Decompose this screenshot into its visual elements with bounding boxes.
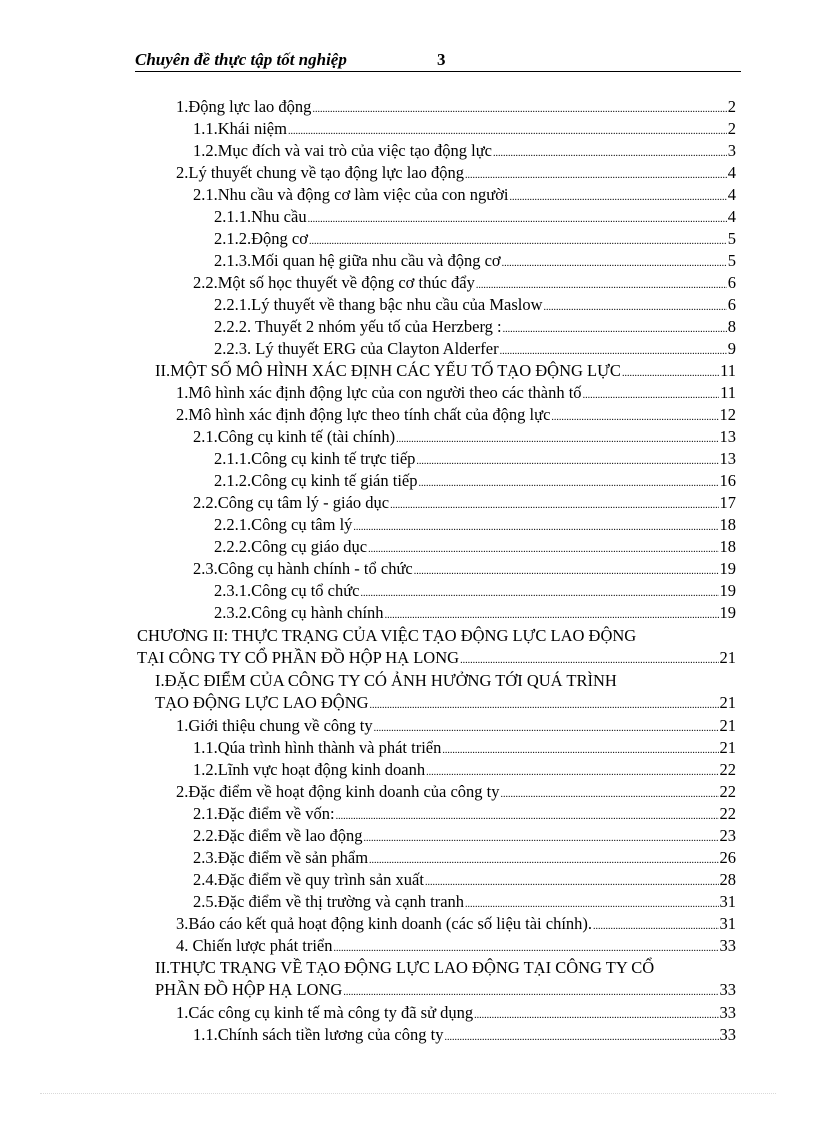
toc-leader: [510, 188, 727, 208]
toc-leader: [544, 298, 727, 318]
toc-entry-page: 31: [719, 914, 736, 933]
toc-entry-page: 33: [719, 980, 736, 999]
toc-entry[interactable]: [155, 693, 736, 713]
toc-entry-text: 2.2.2.Công cụ giáo dục: [214, 537, 368, 556]
toc-entry-page: 22: [719, 782, 736, 801]
toc-entry-page: 22: [719, 760, 736, 779]
toc-entry-text: 2.1.1.Nhu cầu: [214, 207, 307, 226]
toc-entry-text: 2.2.1.Công cụ tâm lý: [214, 515, 353, 534]
toc-entry-text: 2.3.Đặc điểm về sản phẩm: [193, 848, 369, 867]
toc-entry-page: 9: [727, 339, 736, 358]
toc-entry-page: 13: [719, 449, 736, 468]
toc-entry-text: 1.1.Qúa trình hình thành và phát triển: [193, 738, 442, 757]
toc-leader: [502, 254, 727, 274]
toc-entry-text: 2.1.2.Động cơ: [214, 229, 308, 248]
toc-leader: [309, 232, 727, 252]
toc-entry[interactable]: [193, 848, 736, 868]
toc-entry-page: 21: [719, 738, 736, 757]
toc-leader: [368, 540, 718, 560]
toc-entry-text: 2.Đặc điểm về hoạt động kinh doanh của công ty: [176, 782, 500, 801]
toc-leader: [465, 166, 727, 186]
toc-entry-text: 2.1.2.Công cụ kinh tế gián tiếp: [214, 471, 418, 490]
toc-entry-text: 2.2.Công cụ tâm lý - giáo dục: [193, 493, 390, 512]
toc-leader: [583, 386, 720, 406]
toc-entry-page: 2: [727, 97, 736, 116]
toc-leader: [364, 829, 719, 849]
toc-entry[interactable]: [214, 581, 736, 601]
toc-entry[interactable]: [214, 295, 736, 315]
toc-entry[interactable]: [214, 317, 736, 337]
toc-entry[interactable]: [193, 826, 736, 846]
page-header: [135, 49, 741, 72]
toc-entry-page: 5: [727, 251, 736, 270]
toc-entry-text: 2.3.2.Công cụ hành chính: [214, 603, 384, 622]
toc-entry-text: 1.1.Chính sách tiền lương của công ty: [193, 1025, 444, 1044]
toc-leader: [288, 122, 727, 142]
toc-leader: [370, 696, 719, 716]
toc-entry-page: 12: [719, 405, 736, 424]
toc-leader: [369, 851, 718, 871]
toc-entry-text: 2.1.Đặc điểm về vốn:: [193, 804, 335, 823]
toc-entry-page: 16: [719, 471, 736, 490]
toc-entry[interactable]: [193, 185, 736, 205]
toc-entry-text: 2.1.3.Mối quan hệ giữa nhu cầu và động cơ: [214, 251, 501, 270]
toc-entry-page: 11: [720, 361, 736, 380]
toc-entry[interactable]: [193, 870, 736, 890]
header-title: Chuyên đề thực tập tốt nghiệp: [135, 50, 347, 69]
toc-entry-text: 1.Giới thiệu chung về công ty: [176, 716, 373, 735]
toc-section-heading[interactable]: II.THỰC TRẠNG VỀ TẠO ĐỘNG LỰC LAO ĐỘNG TẠI CÔNG TY CỔ: [155, 958, 655, 977]
toc-leader: [312, 100, 726, 120]
toc-entry-page: 19: [719, 581, 736, 600]
toc-entry-text: 2.3.1.Công cụ tổ chức: [214, 581, 360, 600]
toc-entry[interactable]: [176, 914, 736, 934]
toc-leader: [501, 785, 719, 805]
toc-entry-page: 3: [727, 141, 736, 160]
toc-entry-page: 6: [727, 295, 736, 314]
toc-entry-text: 1.1.Khái niệm: [193, 119, 287, 138]
toc-entry[interactable]: [214, 229, 736, 249]
toc-entry[interactable]: [193, 738, 736, 758]
toc-entry[interactable]: [214, 339, 736, 359]
toc-entry[interactable]: [193, 760, 736, 780]
toc-entry-page: 33: [719, 936, 736, 955]
toc-entry[interactable]: [176, 782, 736, 802]
toc-entry-text: II.MỘT SỐ MÔ HÌNH XÁC ĐỊNH CÁC YẾU TỐ TẠO ĐỘNG LỰC: [155, 361, 621, 380]
toc-entry[interactable]: [155, 361, 736, 381]
toc-entry[interactable]: [214, 449, 736, 469]
toc-entry-page: 26: [719, 848, 736, 867]
toc-entry-page: 31: [719, 892, 736, 911]
toc-entry[interactable]: [193, 804, 736, 824]
toc-leader: [416, 452, 718, 472]
toc-entry[interactable]: [193, 427, 736, 447]
toc-entry-page: 11: [720, 383, 736, 402]
toc-leader: [418, 474, 718, 494]
toc-entry-text: 2.2.2. Thuyết 2 nhóm yếu tố của Herzberg :: [214, 317, 502, 336]
toc-entry-page: 19: [719, 603, 736, 622]
toc-entry-page: 33: [719, 1003, 736, 1022]
toc-leader: [414, 562, 719, 582]
toc-leader: [425, 873, 719, 893]
toc-entry-text: 1.2.Lĩnh vực hoạt động kinh doanh: [193, 760, 426, 779]
toc-entry-page: 13: [719, 427, 736, 446]
toc-leader: [353, 518, 718, 538]
toc-entry-page: 19: [719, 559, 736, 578]
toc-leader: [503, 320, 727, 340]
toc-entry-page: 4: [727, 207, 736, 226]
toc-entry-page: 18: [719, 537, 736, 556]
toc-entry[interactable]: [176, 936, 736, 956]
toc-entry-page: 6: [727, 273, 736, 292]
toc-entry[interactable]: [214, 603, 736, 623]
toc-entry-text: 2.4.Đặc điểm về quy trình sản xuất: [193, 870, 424, 889]
toc-entry-text: 2.5.Đặc điểm về thị trường và cạnh tranh: [193, 892, 465, 911]
toc-entry-text: 2.3.Công cụ hành chính - tổ chức: [193, 559, 413, 578]
toc-entry[interactable]: [176, 97, 736, 117]
toc-entry-text: 3.Báo cáo kết quả hoạt động kinh doanh (các số liệu tài chính).: [176, 914, 593, 933]
toc-chapter-heading[interactable]: CHƯƠNG II: THỰC TRẠNG CỦA VIỆC TẠO ĐỘNG LỰC LAO ĐỘNG: [137, 626, 637, 645]
toc-entry-text: 1.Động lực lao động: [176, 97, 312, 116]
toc-entry-text: 4. Chiến lược phát triển: [176, 936, 333, 955]
toc-leader: [444, 1028, 718, 1048]
toc-entry-text: 2.2.3. Lý thuyết ERG của Clayton Alderfer: [214, 339, 499, 358]
page-bottom-divider: [40, 1093, 776, 1094]
toc-leader: [308, 210, 727, 230]
toc-section-heading[interactable]: I.ĐẶC ĐIỂM CỦA CÔNG TY CÓ ẢNH HƯỞNG TỚI QUÁ TRÌNH: [155, 671, 617, 690]
toc-entry-page: 4: [727, 185, 736, 204]
toc-leader: [465, 895, 718, 915]
toc-leader: [493, 144, 727, 164]
toc-entry[interactable]: [214, 207, 736, 227]
toc-leader: [390, 496, 718, 516]
toc-entry-page: 17: [719, 493, 736, 512]
header-page-number: 3: [437, 50, 446, 69]
toc-entry-page: 23: [719, 826, 736, 845]
toc-leader: [551, 408, 718, 428]
toc-entry-text: PHẦN ĐỒ HỘP HẠ LONG: [155, 980, 343, 999]
toc-entry-text: TẠI CÔNG TY CỔ PHẦN ĐỒ HỘP HẠ LONG: [137, 648, 460, 667]
toc-entry-text: 2.Mô hình xác định động lực theo tính chất của động lực: [176, 405, 551, 424]
toc-entry[interactable]: [214, 537, 736, 557]
toc-entry[interactable]: [176, 163, 736, 183]
toc-leader: [442, 741, 718, 761]
toc-leader: [593, 917, 718, 937]
toc-entry-text: 2.Lý thuyết chung về tạo động lực lao động: [176, 163, 465, 182]
toc-entry-text: 2.1.Công cụ kinh tế (tài chính): [193, 427, 396, 446]
toc-leader: [476, 276, 727, 296]
toc-entry-text: 1.2.Mục đích và vai trò của việc tạo động lực: [193, 141, 492, 160]
toc-entry[interactable]: [193, 892, 736, 912]
toc-entry-page: 22: [719, 804, 736, 823]
toc-entry-page: 21: [719, 648, 736, 667]
toc-entry-text: 2.2.Đặc điểm về lao động: [193, 826, 363, 845]
toc-leader: [396, 430, 718, 450]
toc-entry-page: 18: [719, 515, 736, 534]
toc-entry[interactable]: [176, 716, 736, 736]
toc-entry-text: 2.1.Nhu cầu và động cơ làm việc của con người: [193, 185, 509, 204]
toc-entry-page: 5: [727, 229, 736, 248]
toc-entry[interactable]: [193, 141, 736, 161]
toc-entry[interactable]: [176, 405, 736, 425]
toc-entry[interactable]: [137, 648, 736, 668]
toc-entry[interactable]: [214, 471, 736, 491]
toc-entry-page: 21: [719, 693, 736, 712]
toc-entry[interactable]: [193, 493, 736, 513]
toc-entry[interactable]: [176, 383, 736, 403]
toc-entry[interactable]: [214, 515, 736, 535]
toc-entry-page: 8: [727, 317, 736, 336]
toc-leader: [334, 939, 719, 959]
toc-entry-text: 1.Mô hình xác định động lực của con người theo các thành tố: [176, 383, 582, 402]
toc-leader: [500, 342, 727, 362]
toc-leader: [474, 1006, 718, 1026]
toc-entry-text: TẠO ĐỘNG LỰC LAO ĐỘNG: [155, 693, 369, 712]
toc-leader: [343, 983, 718, 1003]
toc-entry[interactable]: [193, 119, 736, 139]
toc-entry[interactable]: [176, 1003, 736, 1023]
toc-entry-text: 1.Các công cụ kinh tế mà công ty đã sử dụng: [176, 1003, 474, 1022]
toc-leader: [622, 364, 719, 384]
toc-leader: [385, 606, 719, 626]
toc-leader: [361, 584, 719, 604]
toc-entry-text: 2.1.1.Công cụ kinh tế trực tiếp: [214, 449, 416, 468]
toc-leader: [336, 807, 719, 827]
toc-entry[interactable]: [155, 980, 736, 1000]
toc-entry[interactable]: [193, 273, 736, 293]
toc-entry[interactable]: [193, 559, 736, 579]
toc-entry[interactable]: [193, 1025, 736, 1045]
toc-entry-text: 2.2.1.Lý thuyết về thang bậc nhu cầu của Maslow: [214, 295, 543, 314]
toc-leader: [426, 763, 718, 783]
toc-entry-page: 21: [719, 716, 736, 735]
toc-entry-page: 4: [727, 163, 736, 182]
toc-entry[interactable]: [214, 251, 736, 271]
toc-entry-page: 2: [727, 119, 736, 138]
toc-entry-page: 28: [719, 870, 736, 889]
toc-leader: [374, 719, 719, 739]
toc-leader: [460, 651, 718, 671]
toc-entry-page: 33: [719, 1025, 736, 1044]
toc-entry-text: 2.2.Một số học thuyết về động cơ thúc đẩy: [193, 273, 475, 292]
